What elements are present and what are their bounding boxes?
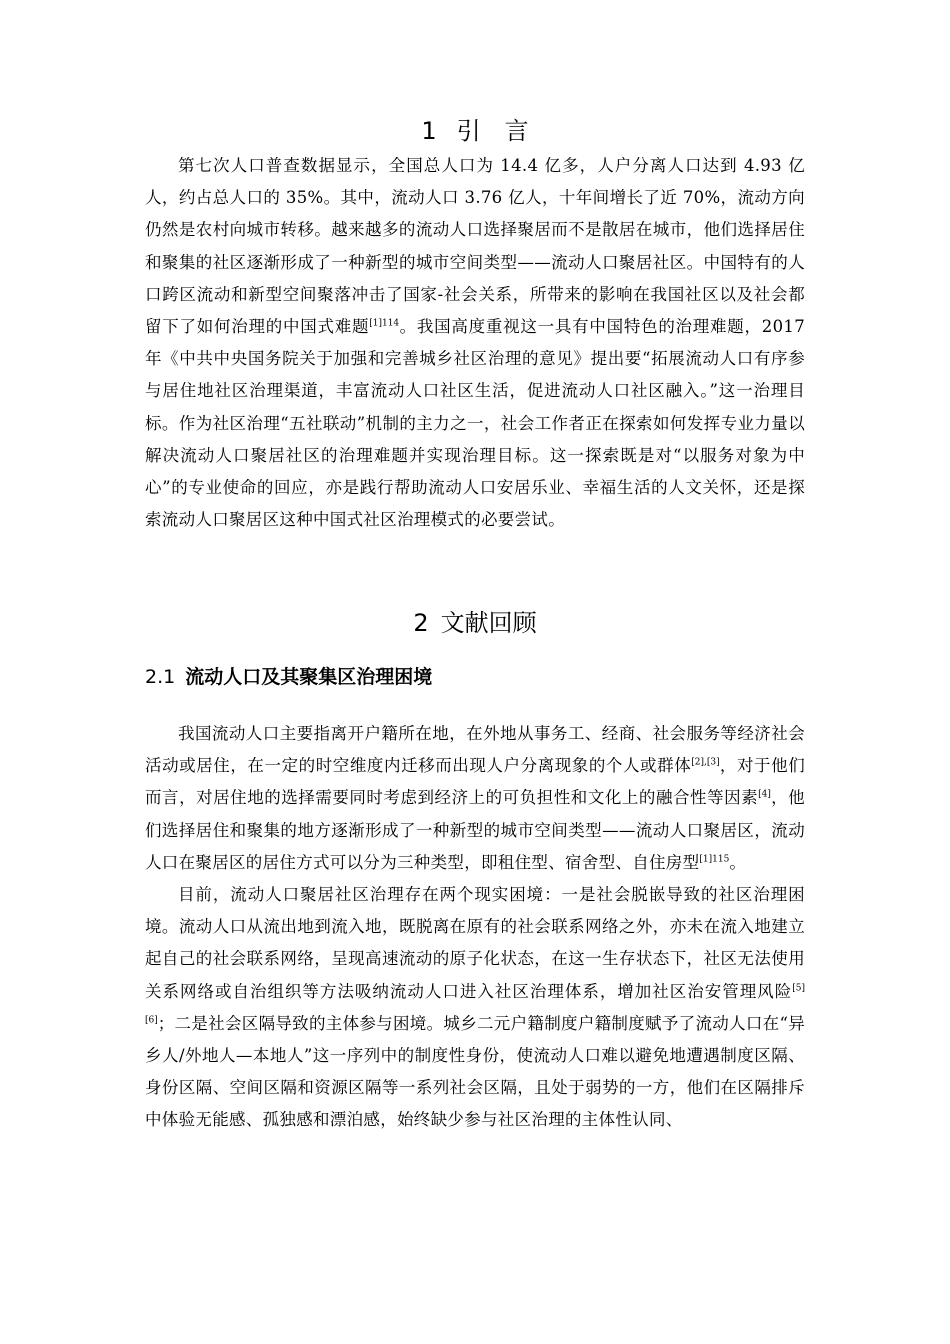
intro-paragraph (145, 150, 805, 536)
paragraph-text: 目前，流动人口聚居社区治理存在两个现实困境：一是社会脱嵌导致的社区治理困境。流动人口从流出地到流入地，既脱离在原有的社会联系网络之外，亦未在流入地建立起自己的社会联系网络，呈现高速流动的原子化状态，在这一生存状态下，社区无法使用关系网络或自治组织等方法吸纳流动人口进入社区治理体系，增加社区治安管理风险 (145, 885, 805, 1001)
section-1-heading-wrap (145, 116, 805, 146)
citation: [4] (758, 789, 771, 800)
paragraph-text: 第七次人口普查数据显示，全国总人口为 14.4 亿多，人户分离人口达到 4.93 亿人，约占总人口的 35%。其中，流动人口 3.76 亿人，十年间增长了近 70%，流动方向仍然是农村向城市转移。越来越多的流动人口选择聚居而不是散居在城市，他们选择居住和聚集的社区逐渐形成了一种新型的城市空间类型——流动人口聚居社区。中国特有的人口跨区流动和新型空间聚落冲击了国家-社会关系，所带来的影响在我国社区以及社会都留下了如何治理的中国式难题 (145, 156, 805, 337)
paragraph-text: 。 (729, 852, 747, 872)
paragraph-text: ，对于他们而言，对居住地的选择需要同时考虑到经济上的可负担性和文化上的融合性等因素 (145, 756, 805, 808)
intro-paragraph-wrap (145, 150, 805, 536)
section-1-heading (145, 116, 805, 146)
paragraph-text: ；二是社会区隔导致的主体参与困境。城乡二元户籍制度户籍制度赋予了流动人口在“异乡人/外地人—本地人”这一序列中的制度性身份，使流动人口难以避免地遭遇制度区隔、身份区隔、空间区隔和资源区隔等一系列社会区隔，且处于弱势的一方，他们在区隔排斥中体验无能感、孤独感和漂泊感，始终缺少参与社区治理的主体性认同、 (145, 1013, 805, 1130)
citation: [2],[3] (691, 757, 720, 768)
section-2-heading-wrap (145, 608, 805, 638)
subsection-number: 2.1 (145, 666, 176, 688)
review-paragraph-1-wrap (145, 718, 805, 1137)
review-paragraph-1 (145, 718, 805, 879)
section-title: 文献回顾 (440, 609, 537, 637)
section-number: 1 (421, 117, 437, 145)
paragraph-text: 我国流动人口主要指离开户籍所在地，在外地从事务工、经商、社会服务等经济社会活动或居住，在一定的时空维度内迁移而出现人户分离现象的个人或群体 (145, 724, 805, 776)
section-number: 2 (413, 609, 429, 637)
paragraph-text: 。我国高度重视这一具有中国特色的治理难题，2017 年《中共中央国务院关于加强和完善城乡社区治理的意见》提出要“拓展流动人口有序参与居住地社区治理渠道，丰富流动人口社区生活，促进流动人口社区融入。”这一治理目标。作为社区治理“五社联动”机制的主力之一，社会工作者正在探索如何发挥专业力量以解决流动人口聚居社区的治理难题并实现治理目标。这一探索既是对“以服务对象为中心”的专业使命的回应，亦是践行帮助流动人口安居乐业、幸福生活的人文关怀，还是探索流动人口聚居区这种中国式社区治理模式的必要尝试。 (145, 317, 805, 530)
subsection-2-1-heading-wrap (145, 664, 805, 690)
subsection-title: 流动人口及其聚集区治理困境 (185, 666, 433, 688)
section-2-heading (145, 608, 805, 638)
subsection-heading (145, 664, 805, 690)
citation: [1]115 (699, 854, 730, 865)
section-title: 引 言 (456, 117, 529, 145)
citation: [1]114 (369, 318, 400, 329)
citation: [5][6] (145, 983, 805, 1026)
paragraph-text: ，他们选择居住和聚集的地方逐渐形成了一种新型的城市空间类型——流动人口聚居区，流动人口在聚居区的居住方式可以分为三种类型，即租住型、宿舍型、自住房型 (145, 788, 805, 872)
review-paragraph-2 (145, 879, 805, 1137)
